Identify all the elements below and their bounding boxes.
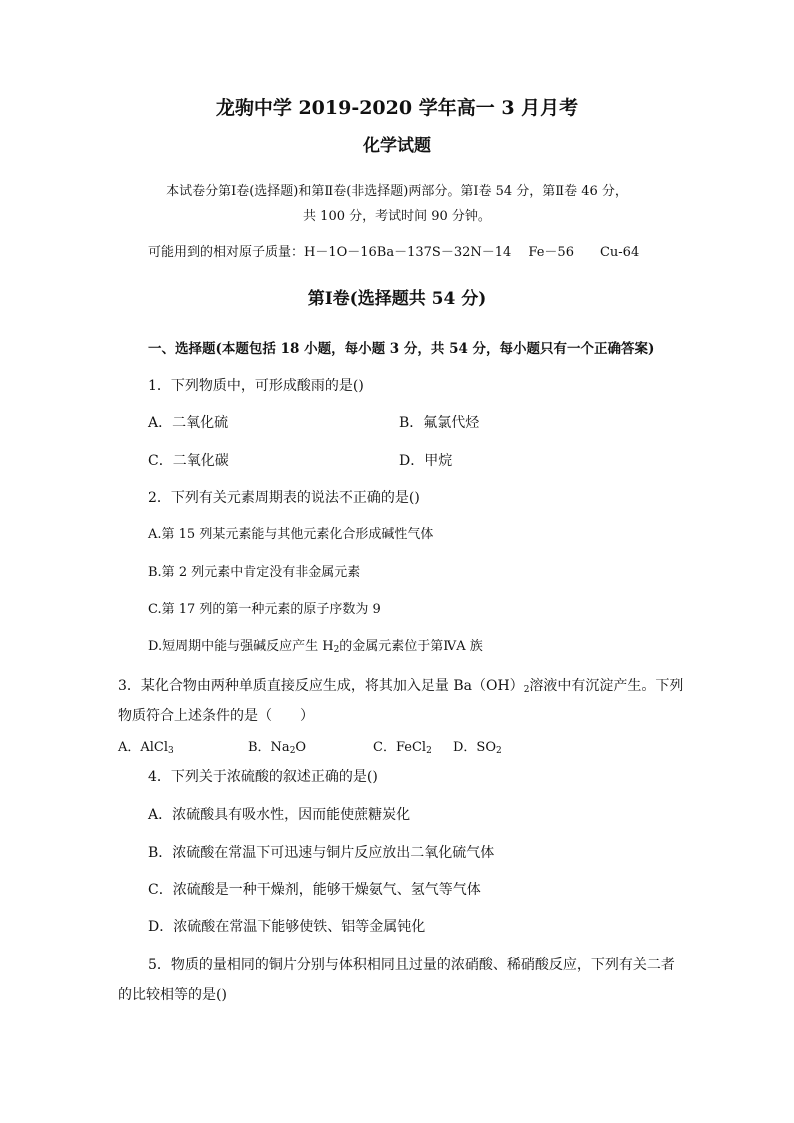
q3-option-a-sub: 3 bbox=[168, 746, 174, 756]
q5-stem-line-2: 的比较相等的是() bbox=[118, 987, 227, 1003]
q1-option-d: D．甲烷 bbox=[399, 453, 453, 469]
q3-option-a-pre: A．AlCl bbox=[118, 740, 169, 755]
q3-option-b-pre: B．Na bbox=[248, 740, 290, 755]
q3-option-b bbox=[248, 739, 306, 757]
atomic-masses: 可能用到的相对原子质量：H－1O－16Ba－137S－32N－14 Fe－56 Cu-64 bbox=[148, 245, 640, 260]
q4-option-c: C．浓硫酸是一种干燥剂，能够干燥氨气、氢气等气体 bbox=[148, 882, 481, 898]
q3-stem bbox=[118, 677, 683, 695]
q2-option-d-sub: 2 bbox=[333, 645, 340, 655]
q3-stem-post: 溶液中有沉淀产生。下列 bbox=[529, 678, 684, 694]
q3-option-d-pre: D．SO bbox=[453, 740, 496, 755]
section-title: 第Ⅰ卷(选择题共 54 分) bbox=[307, 289, 487, 309]
q2-option-d-pre: D.短周期中能与强碱反应产生 H bbox=[148, 639, 334, 654]
q4-option-d: D．浓硫酸在常温下能够使铁、铝等金属钝化 bbox=[148, 919, 426, 935]
section-instructions: 一、选择题(本题包括 18 小题，每小题 3 分，共 54 分，每小题只有一个正确答案) bbox=[148, 341, 655, 357]
q3-option-c-sub: 2 bbox=[426, 746, 432, 756]
exam-subtitle: 化学试题 bbox=[363, 136, 431, 156]
q3-option-b-post: O bbox=[295, 740, 307, 755]
q1-stem: 1．下列物质中，可形成酸雨的是() bbox=[148, 378, 364, 394]
q3-stem-line-2: 物质符合上述条件的是（ ） bbox=[118, 708, 314, 724]
q3-option-d-sub: 2 bbox=[496, 746, 502, 756]
q4-option-b: B．浓硫酸在常温下可迅速与铜片反应放出二氧化硫气体 bbox=[148, 845, 495, 861]
exam-title: 龙驹中学 2019-2020 学年高一 3 月月考 bbox=[215, 97, 579, 119]
q3-stem-pre: 3．某化合物由两种单质直接反应生成，将其加入足量 Ba（OH） bbox=[118, 678, 524, 694]
q4-option-a: A．浓硫酸具有吸水性，因而能使蔗糖炭化 bbox=[148, 807, 411, 823]
q3-option-c bbox=[373, 739, 432, 757]
q1-option-c: C．二氧化碳 bbox=[148, 453, 229, 469]
q2-stem: 2．下列有关元素周期表的说法不正确的是() bbox=[148, 490, 420, 506]
q2-option-c: C.第 17 列的第一种元素的原子序数为 9 bbox=[148, 602, 381, 617]
q3-option-b-sub: 2 bbox=[289, 746, 296, 756]
q3-option-a bbox=[118, 739, 174, 757]
q2-option-d bbox=[148, 638, 483, 656]
q1-option-a: A．二氧化硫 bbox=[148, 415, 229, 431]
q1-option-b: B．氟氯代烃 bbox=[399, 415, 480, 431]
q4-stem: 4．下列关于浓硫酸的叙述正确的是() bbox=[148, 769, 378, 785]
intro-line-1: 本试卷分第Ⅰ卷(选择题)和第Ⅱ卷(非选择题)两部分。第Ⅰ卷 54 分，第Ⅱ卷 46 分， bbox=[166, 184, 628, 199]
intro-line-2: 共 100 分，考试时间 90 分钟。 bbox=[303, 209, 491, 224]
q5-stem-line-1: 5．物质的量相同的铜片分别与体积相同且过量的浓硝酸、稀硝酸反应，下列有关二者 bbox=[148, 957, 675, 973]
q3-option-d bbox=[453, 739, 502, 757]
q2-option-b: B.第 2 列元素中肯定没有非金属元素 bbox=[148, 565, 361, 580]
q2-option-a: A.第 15 列某元素能与其他元素化合形成碱性气体 bbox=[148, 527, 434, 542]
q3-option-c-pre: C．FeCl bbox=[373, 740, 427, 755]
q3-stem-sub: 2 bbox=[523, 685, 530, 695]
q2-option-d-post: 的金属元素位于第ⅣA 族 bbox=[339, 639, 483, 654]
